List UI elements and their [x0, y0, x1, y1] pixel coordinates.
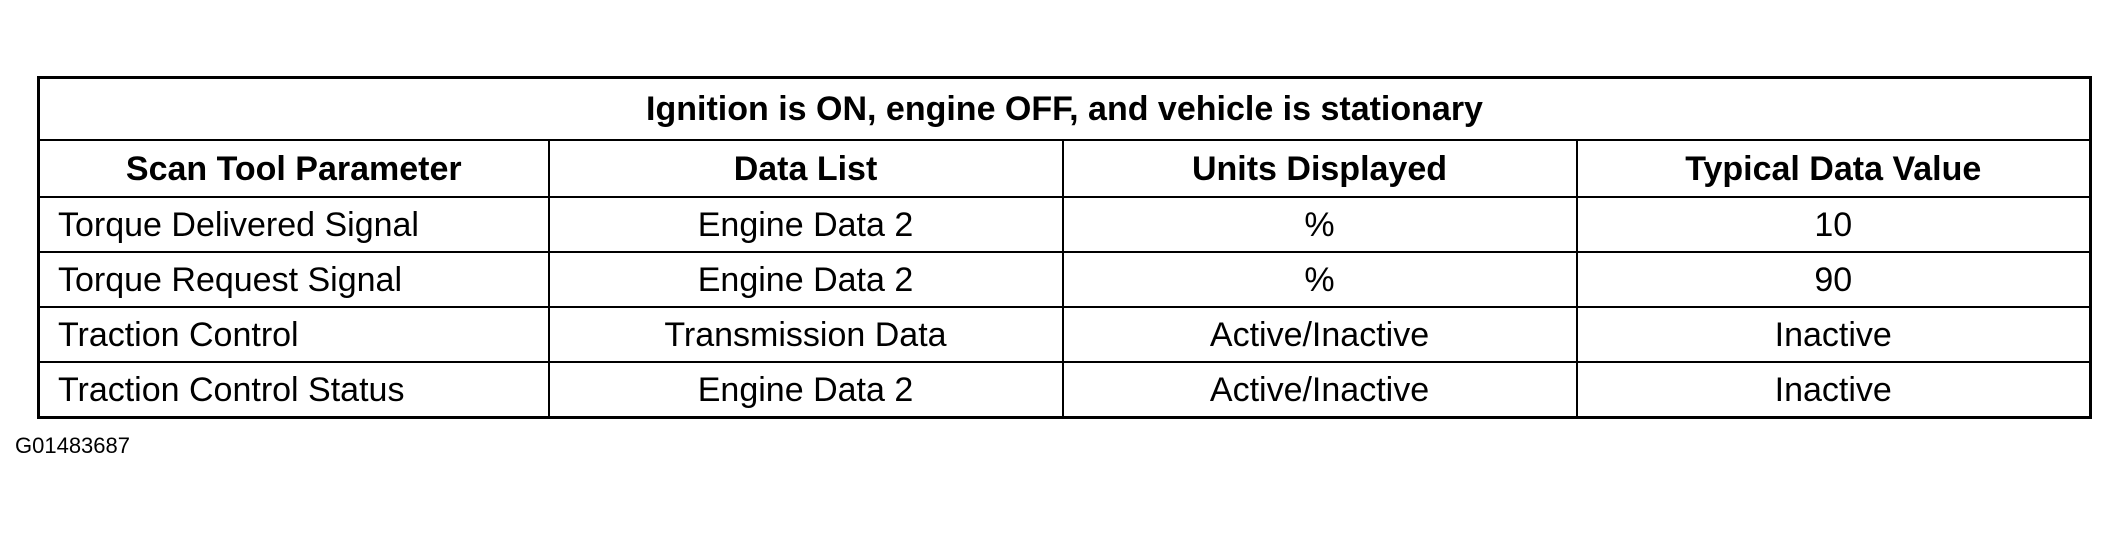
typical-value-cell: 90 — [1577, 252, 2091, 307]
table-title: Ignition is ON, engine OFF, and vehicle is stationary — [39, 78, 2091, 141]
typical-value-cell: Inactive — [1577, 362, 2091, 418]
data-list-cell: Transmission Data — [549, 307, 1063, 362]
data-list-cell: Engine Data 2 — [549, 197, 1063, 252]
table-row — [39, 252, 2091, 307]
data-list-cell: Engine Data 2 — [549, 362, 1063, 418]
units-cell: Active/Inactive — [1063, 362, 1577, 418]
units-cell: % — [1063, 252, 1577, 307]
table-row — [39, 362, 2091, 418]
table-row — [39, 197, 2091, 252]
typical-value-cell: 10 — [1577, 197, 2091, 252]
figure-id-label: G01483687 — [15, 433, 130, 458]
column-header-typical-value: Typical Data Value — [1577, 140, 2091, 197]
column-header-units: Units Displayed — [1063, 140, 1577, 197]
parameter-cell: Traction Control — [39, 307, 549, 362]
column-header-parameter: Scan Tool Parameter — [39, 140, 549, 197]
table-header-row — [39, 140, 2091, 197]
typical-value-cell: Inactive — [1577, 307, 2091, 362]
table-row — [39, 307, 2091, 362]
parameter-cell: Traction Control Status — [39, 362, 549, 418]
data-list-cell: Engine Data 2 — [549, 252, 1063, 307]
units-cell: % — [1063, 197, 1577, 252]
scan-tool-data-table — [37, 76, 2092, 419]
column-header-data-list: Data List — [549, 140, 1063, 197]
units-cell: Active/Inactive — [1063, 307, 1577, 362]
parameter-cell: Torque Delivered Signal — [39, 197, 549, 252]
parameter-cell: Torque Request Signal — [39, 252, 549, 307]
table-title-row — [39, 78, 2091, 141]
